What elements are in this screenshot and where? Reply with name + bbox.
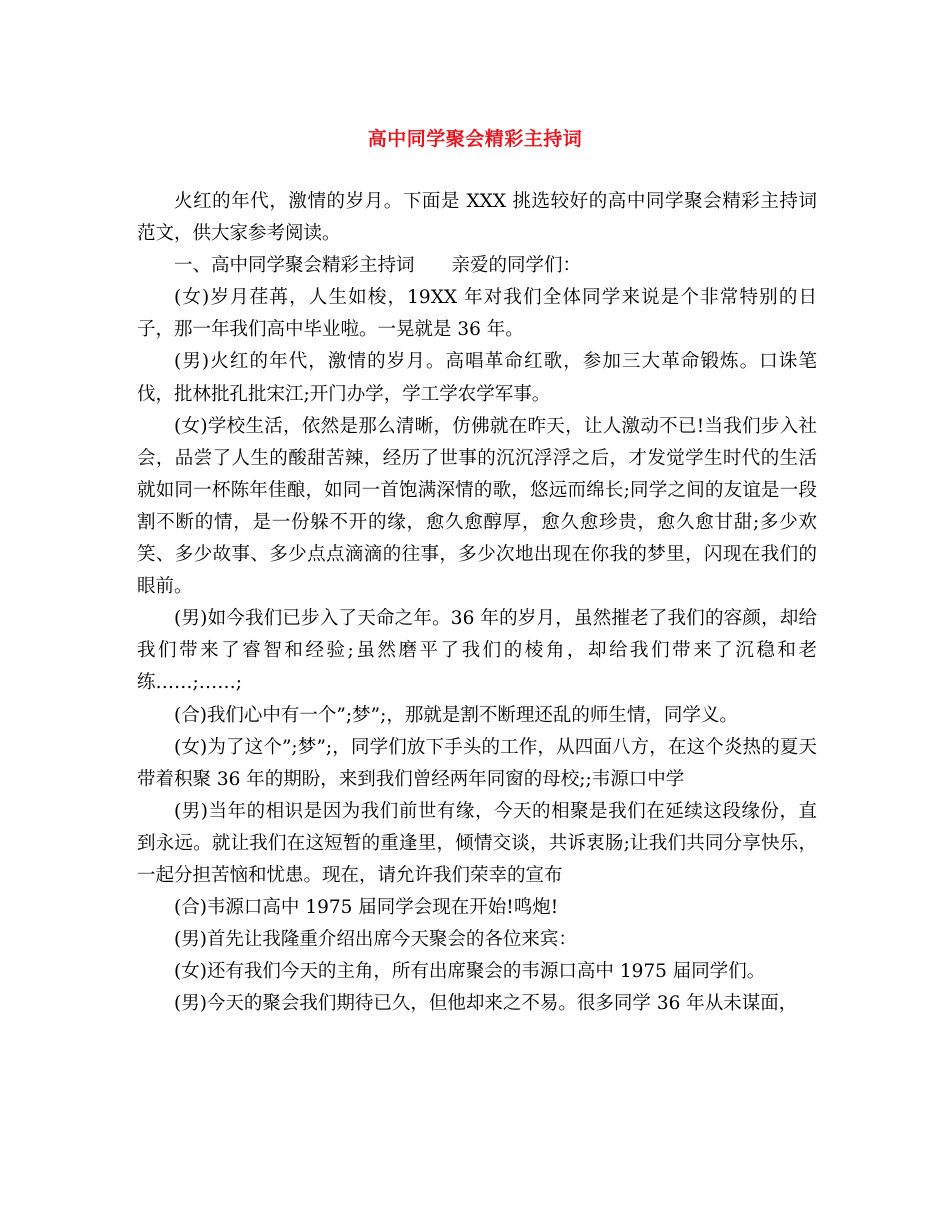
document-title: 高中同学聚会精彩主持词: [367, 128, 583, 150]
paragraph: (男)如今我们已步入了天命之年。36 年的岁月，虽然摧老了我们的容颜，却给我们带来了睿智和经验;虽然磨平了我们的棱角，却给我们带来了沉稳和老练……;……;: [137, 608, 817, 694]
paragraph: (女)为了这个”;梦”;，同学们放下手头的工作，从四面八方，在这个炎热的夏天带着积聚 36 年的期盼，来到我们曾经两年同窗的母校;;韦源口中学: [137, 736, 817, 790]
paragraph: (男)火红的年代，激情的岁月。高唱革命红歌，参加三大革命锻炼。口诛笔伐，批林批孔批宋江;开门办学，学工学农学军事。: [137, 351, 817, 405]
paragraph: (男)今天的聚会我们期待已久，但他却来之不易。很多同学 36 年从未谋面，: [174, 993, 798, 1015]
paragraph-section-heading: 一、高中同学聚会精彩主持词 亲爱的同学们：: [174, 255, 582, 277]
paragraph-intro: 火红的年代，激情的岁月。下面是 XXX 挑选较好的高中同学聚会精彩主持词范文，供大家参考阅读。: [137, 191, 817, 245]
paragraph: (合)韦源口高中 1975 届同学会现在开始!鸣炮!: [174, 897, 559, 919]
paragraph: (男)当年的相识是因为我们前世有缘，今天的相聚是我们在延续这段缘份，直到永远。就让我们在这短暂的重逢里，倾情交谈，共诉衷肠;让我们共同分享快乐，一起分担苦恼和忧患。现在，请允许我们荣幸的宣布: [137, 800, 817, 886]
paragraph: (女)学校生活，依然是那么清晰，仿佛就在昨天，让人激动不已!当我们步入社会，品尝了人生的酸甜苦辣，经历了世事的沉沉浮浮之后，才发觉学生时代的生活就如同一杯陈年佳酿，如同一首饱满深情的歌，悠远而绵长;同学之间的友谊是一段割不断的情，是一份躲不开的缘，愈久愈醇厚，愈久愈珍贵，愈久愈甘甜;多少欢笑、多少故事、多少点点滴滴的往事，多少次地出现在你我的梦里，闪现在我们的眼前。: [137, 415, 817, 598]
document-body: [137, 186, 817, 1020]
paragraph: (男)首先让我隆重介绍出席今天聚会的各位来宾：: [174, 929, 577, 951]
paragraph: (女)还有我们今天的主角，所有出席聚会的韦源口高中 1975 届同学们。: [174, 961, 766, 983]
paragraph: (合)我们心中有一个”;梦”;，那就是割不断理还乱的师生情，同学义。: [174, 704, 738, 726]
paragraph: (女)岁月荏苒，人生如梭，19XX 年对我们全体同学来说是个非常特别的日子，那一年我们高中毕业啦。一晃就是 36 年。: [137, 287, 817, 341]
